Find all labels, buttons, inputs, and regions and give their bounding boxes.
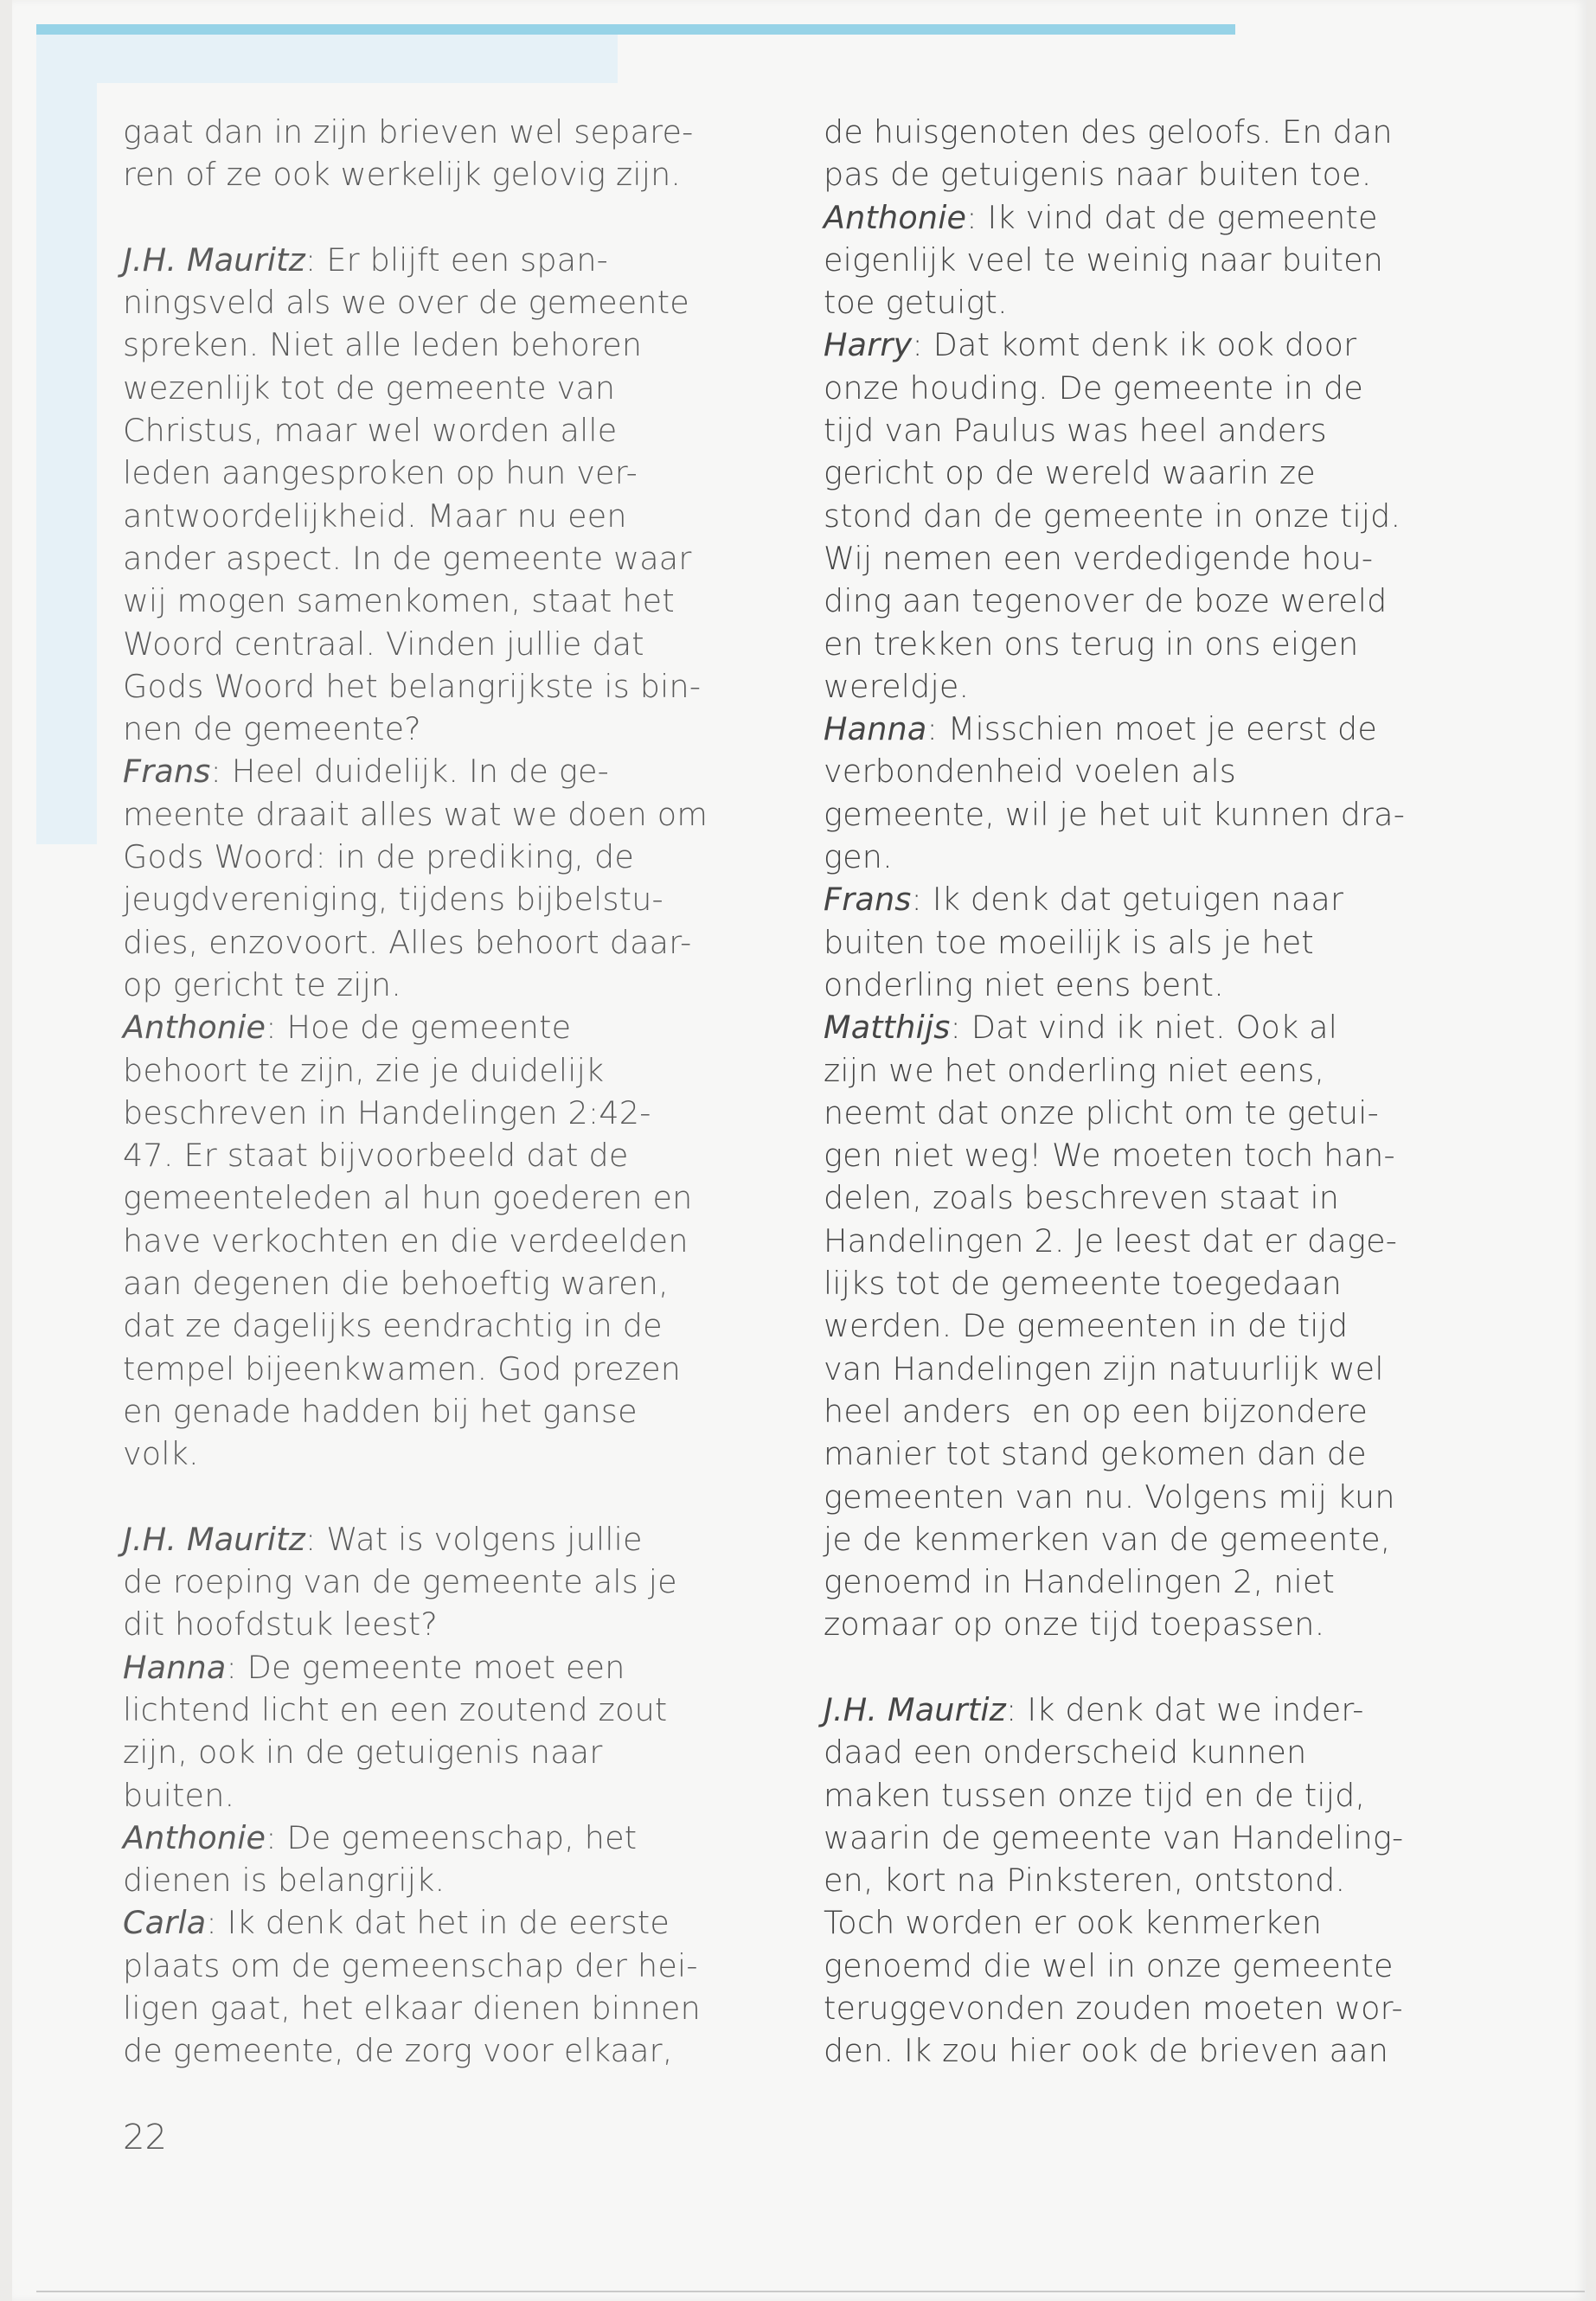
line-text: spreken. Niet alle leden behoren [123,326,643,364]
text-line [824,1859,1446,1901]
line-text: neemt dat onze plicht om te getui- [824,1093,1379,1131]
bottom-rule [36,2291,1585,2292]
speaker-name: Anthonie [123,1818,266,1856]
text-line [824,1262,1446,1304]
line-text: jeugdvereniging, tijdens bijbelstu- [123,881,663,919]
line-text: stond dan de gemeente in onze tijd. [824,497,1401,535]
left-accent-band [36,83,97,844]
top-accent-rule [36,24,1235,35]
text-line [824,1774,1446,1817]
text-line [824,1945,1446,1987]
text-line [824,1134,1446,1176]
line-text: ren of ze ook werkelijk gelovig zijn. [123,156,682,194]
line-text: buiten. [123,1776,235,1814]
line-text: genoemd die wel in onze gemeente [824,1946,1394,1984]
line-text: onderling niet eens bent. [824,965,1224,1003]
line-text: tijd van Paulus was heel anders [824,412,1327,450]
text-line [123,1348,746,1390]
line-text: zijn, ook in de getuigenis naar [123,1734,603,1772]
text-line [123,1774,746,1817]
paragraph-gap [123,1476,746,1518]
text-line [824,1304,1446,1347]
line-text: dat ze dagelijks eendrachtig in de [123,1307,663,1345]
line-text: gen niet weg! We moeten toch han- [824,1137,1395,1175]
text-line [824,1603,1446,1645]
speaker-name: J.H. Mauritz [123,1520,306,1558]
line-text: : De gemeente moet een [226,1648,625,1686]
left-text-column [123,111,746,2073]
line-text: : Ik vind dat de gemeente [966,198,1378,236]
text-line [123,1731,746,1773]
text-line [123,153,746,195]
text-line [824,495,1446,537]
text-line [824,665,1446,708]
text-line [123,1262,746,1304]
line-text: en, kort na Pinksteren, ontstond. [824,1862,1346,1900]
line-text: dienen is belangrijk. [123,1862,445,1900]
line-text: lijks tot de gemeente toegedaan [824,1265,1342,1303]
speaker-name: Matthijs [824,1009,951,1047]
line-text: have verkochten en die verdeelden [123,1221,689,1259]
text-line [824,1092,1446,1134]
text-line [123,1304,746,1347]
text-line [123,1049,746,1092]
line-text: beschreven in Handelingen 2:42- [123,1093,651,1131]
line-text: dies, enzovoort. Alles behoort daar- [123,923,692,961]
magazine-page [12,0,1586,2301]
text-line [123,750,746,792]
text-line [123,281,746,324]
line-text: wezenlijk tot de gemeente van [123,369,616,407]
line-text: tempel bijeenkwamen. God prezen [123,1349,682,1388]
line-text: zijn we het onderling niet eens, [824,1051,1325,1089]
text-line [824,1476,1446,1518]
line-text: Christus, maar wel worden alle [123,412,618,450]
text-line [824,452,1446,494]
line-text: je de kenmerken van de gemeente, [824,1520,1391,1558]
text-line [123,1603,746,1645]
line-text: : Ik denk dat getuigen naar [911,881,1344,919]
line-text: volk. [123,1435,199,1473]
line-text: gemeenteleden al hun goederen en [123,1179,693,1217]
text-line [123,580,746,622]
line-text: dit hoofdstuk leest? [123,1606,438,1644]
text-line [824,111,1446,153]
text-line [824,367,1446,409]
text-line [824,1348,1446,1390]
line-text: zomaar op onze tijd toepassen. [824,1606,1325,1644]
text-line [824,1390,1446,1433]
speaker-name: J.H. Mauritz [123,240,306,279]
text-line [123,324,746,366]
line-text: ningsveld als we over de gemeente [123,284,689,322]
line-text: lichtend licht en een zoutend zout [123,1690,668,1728]
text-line [123,1390,746,1433]
speaker-name: Frans [824,881,912,919]
text-line [824,921,1446,964]
speaker-name: Hanna [123,1648,227,1686]
text-line [123,2029,746,2072]
line-text: toe getuigt. [824,284,1008,322]
text-line [123,1646,746,1689]
line-text: 47. Er staat bijvoorbeeld dat de [123,1137,629,1175]
text-line [123,878,746,920]
line-text: maken tussen onze tijd en de tijd, [824,1776,1366,1814]
text-line [824,1731,1446,1773]
line-text: de huisgenoten des geloofs. En dan [824,113,1393,151]
right-text-column [824,111,1446,2073]
line-text: Gods Woord het belangrijkste is bin- [123,667,702,705]
speaker-name: Carla [123,1904,207,1942]
line-text: de gemeente, de zorg voor elkaar, [123,2032,673,2070]
speaker-name: J.H. Maurtiz [824,1690,1007,1728]
line-text: ding aan tegenover de boze wereld [824,582,1388,620]
speaker-name: Frans [123,753,211,791]
text-line [123,1689,746,1731]
text-line [824,1561,1446,1603]
line-text: den. Ik zou hier ook de brieven aan [824,2032,1389,2070]
text-line [824,1817,1446,1859]
speaker-name: Anthonie [824,198,967,236]
text-line [824,1049,1446,1092]
line-text: : Wat is volgens jullie [305,1520,643,1558]
line-text: buiten toe moeilijk is als je het [824,923,1314,961]
line-text: Woord centraal. Vinden jullie dat [123,625,644,663]
text-line [123,623,746,665]
text-line [824,793,1446,836]
line-text: de roeping van de gemeente als je [123,1563,677,1601]
speaker-name: Anthonie [123,1009,266,1047]
text-line [123,1092,746,1134]
line-text: manier tot stand gekomen dan de [824,1435,1367,1473]
line-text: waarin de gemeente van Handeling- [824,1818,1404,1856]
text-line [123,921,746,964]
line-text: op gericht te zijn. [123,965,402,1003]
line-text: Handelingen 2. Je leest dat er dage- [824,1221,1398,1259]
line-text: Gods Woord: in de prediking, de [123,838,635,876]
text-line [824,750,1446,792]
text-line [123,239,746,281]
line-text: gaat dan in zijn brieven wel separe- [123,113,694,151]
line-text: meente draait alles wat we doen om [123,795,708,833]
text-line [123,1561,746,1603]
text-line [123,367,746,409]
text-line [824,1987,1446,2029]
paragraph-gap [123,196,746,239]
text-line [824,964,1446,1006]
text-line [123,537,746,580]
line-text: nen de gemeente? [123,710,421,748]
line-text: heel anders en op een bijzondere [824,1392,1368,1430]
text-line [123,836,746,878]
line-text: en genade hadden bij het ganse [123,1392,638,1430]
text-line [123,1859,746,1901]
text-line [824,537,1446,580]
line-text: van Handelingen zijn natuurlijk wel [824,1349,1384,1388]
line-text: : Hoe de gemeente [266,1009,572,1047]
line-text: gemeente, wil je het uit kunnen dra- [824,795,1406,833]
text-line [824,623,1446,665]
text-line [824,1176,1446,1219]
line-text: genoemd in Handelingen 2, niet [824,1563,1336,1601]
text-line [824,281,1446,324]
text-line [123,964,746,1006]
line-text: gericht op de wereld waarin ze [824,454,1316,492]
speaker-name: Hanna [824,710,927,748]
text-line [824,878,1446,920]
text-line [123,111,746,153]
line-text: : Er blijft een span- [305,240,609,279]
text-line [824,153,1446,195]
text-line [824,708,1446,750]
line-text: : Dat vind ik niet. Ook al [950,1009,1338,1047]
line-text: teruggevonden zouden moeten wor- [824,1990,1403,2028]
text-line [824,324,1446,366]
text-line [123,793,746,836]
line-text: ligen gaat, het elkaar dienen binnen [123,1990,701,2028]
text-line [123,1945,746,1987]
text-line [824,1901,1446,1944]
text-line [824,1220,1446,1262]
line-text: pas de getuigenis naar buiten toe. [824,156,1372,194]
text-line [824,1689,1446,1731]
line-text: Toch worden er ook kenmerken [824,1904,1323,1942]
line-text: antwoordelijkheid. Maar nu een [123,497,627,535]
text-line [824,1433,1446,1475]
line-text: en trekken ons terug in ons eigen [824,625,1359,663]
paragraph-gap [824,1646,1446,1689]
text-line [123,1134,746,1176]
line-text: leden aangesproken op hun ver- [123,454,638,492]
text-line [123,708,746,750]
line-text: : Misschien moet je eerst de [926,710,1378,748]
line-text: onze houding. De gemeente in de [824,369,1364,407]
line-text: : Ik denk dat we inder- [1006,1690,1364,1728]
text-line [824,836,1446,878]
text-line [123,1176,746,1219]
line-text: wij mogen samenkomen, staat het [123,582,675,620]
text-line [123,1518,746,1561]
line-text: behoort te zijn, zie je duidelijk [123,1051,605,1089]
line-text: delen, zoals beschreven staat in [824,1179,1340,1217]
line-text: : Ik denk dat het in de eerste [206,1904,670,1942]
text-line [123,1006,746,1048]
line-text: werden. De gemeenten in de tijd [824,1307,1349,1345]
speaker-name: Harry [824,326,913,364]
text-line [824,239,1446,281]
text-line [123,409,746,452]
line-text: gemeenten van nu. Volgens mij kun [824,1477,1395,1516]
text-line [123,1817,746,1859]
text-line [824,2029,1446,2072]
text-line [824,1006,1446,1048]
line-text: ander aspect. In de gemeente waar [123,539,692,577]
text-line [824,1518,1446,1561]
line-text: verbondenheid voelen als [824,753,1237,791]
line-text: daad een onderscheid kunnen [824,1734,1307,1772]
line-text: gen. [824,838,893,876]
line-text: Wij nemen een verdedigende hou- [824,539,1374,577]
text-line [123,452,746,494]
line-text: : Dat komt denk ik ook door [912,326,1357,364]
line-text: plaats om de gemeenschap der hei- [123,1946,698,1984]
text-line [123,1433,746,1475]
text-line [824,196,1446,239]
text-line [123,1987,746,2029]
page-number: 22 [123,2118,167,2157]
text-line [123,1220,746,1262]
text-line [123,495,746,537]
text-line [123,665,746,708]
line-text: : Heel duidelijk. In de ge- [210,753,610,791]
text-line [824,409,1446,452]
top-accent-band [36,35,618,83]
line-text: : De gemeenschap, het [266,1818,638,1856]
line-text: eigenlijk veel te weinig naar buiten [824,240,1384,279]
text-line [123,1901,746,1944]
line-text: wereldje. [824,667,970,705]
line-text: aan degenen die behoeftig waren, [123,1265,669,1303]
text-line [824,580,1446,622]
